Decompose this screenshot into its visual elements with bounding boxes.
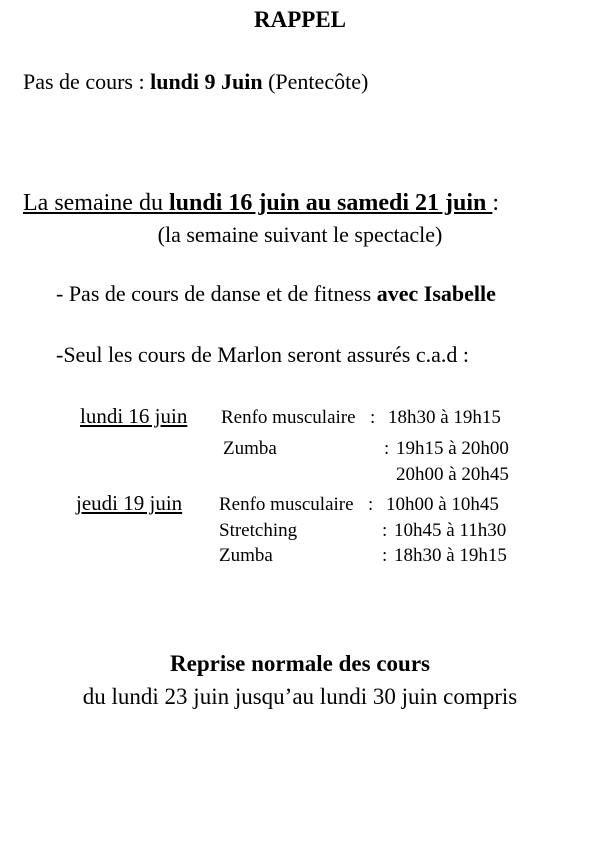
course-separator: :	[382, 545, 388, 566]
bullet-no-classes-text: - Pas de cours de danse et de fitness	[56, 281, 377, 306]
day-label-thursday: jeudi 19 juin	[76, 491, 183, 515]
page-title: RAPPEL	[254, 7, 346, 32]
week-suffix: :	[492, 190, 500, 216]
bullet-no-classes-bold: avec Isabelle	[376, 281, 496, 306]
week-heading	[23, 190, 499, 217]
week-subtitle: (la semaine suivant le spectacle)	[157, 222, 443, 247]
course-separator: :	[382, 520, 388, 541]
closure-prefix: Pas de cours :	[23, 69, 151, 94]
closure-note: (Pentecôte)	[262, 69, 369, 94]
course-separator: :	[384, 438, 390, 459]
course-name: Renfo musculaire	[221, 407, 356, 428]
course-separator: :	[370, 407, 376, 428]
week-range: lundi 16 juin au samedi 21 juin	[168, 190, 493, 216]
closure-date: lundi 9 Juin	[150, 69, 263, 94]
course-time: 10h45 à 11h30	[394, 520, 507, 541]
course-time: 18h30 à 19h15	[388, 407, 501, 428]
course-name: Zumba	[223, 438, 277, 459]
week-prefix: La semaine du	[23, 190, 169, 216]
course-time: 18h30 à 19h15	[394, 545, 507, 566]
course-name: Stretching	[219, 520, 298, 541]
day-label-monday: lundi 16 juin	[80, 404, 188, 428]
reprise-subtitle: du lundi 23 juin jusqu’au lundi 30 juin compris	[82, 684, 518, 709]
course-name: Zumba	[219, 545, 273, 566]
bullet-no-classes	[56, 281, 496, 307]
reprise-title: Reprise normale des cours	[170, 651, 430, 676]
course-separator: :	[368, 494, 374, 515]
closure-notice	[23, 69, 368, 95]
course-time: 19h15 à 20h00	[396, 438, 509, 459]
course-time: 20h00 à 20h45	[396, 464, 509, 485]
course-name: Renfo musculaire	[219, 494, 354, 515]
course-time: 10h00 à 10h45	[386, 494, 499, 515]
bullet-marlon-classes: -Seul les cours de Marlon seront assurés c.a.d :	[56, 342, 470, 367]
